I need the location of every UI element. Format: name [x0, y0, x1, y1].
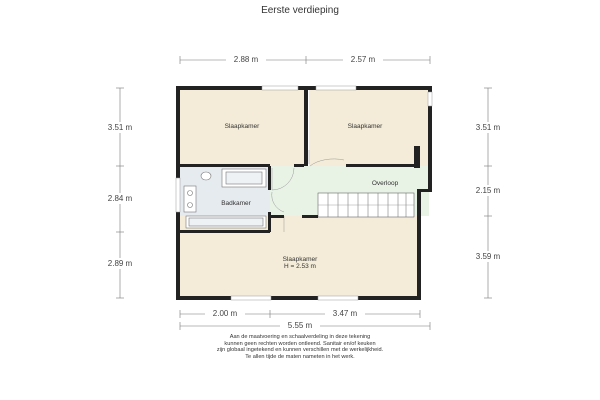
- floor-title: Eerste verdieping: [261, 5, 339, 16]
- label-slaapkamer-3: Slaapkamer: [282, 256, 318, 263]
- dim-left-top: 3.51 m: [107, 123, 133, 132]
- dim-top-left: 2.88 m: [233, 55, 259, 64]
- right-wall-detail: [414, 146, 420, 168]
- dim-bottom-total: 5.55 m: [287, 321, 313, 330]
- label-slaapkamer-3-height: H = 2.53 m: [284, 263, 316, 270]
- dim-top-right: 2.57 m: [350, 55, 376, 64]
- disclaimer-line: Aan de maatvoering en schaalverdeling in deze tekening: [229, 334, 371, 340]
- dim-right-mid: 2.15 m: [475, 186, 501, 195]
- dim-bottom-right: 3.47 m: [332, 309, 358, 318]
- label-overloop: Overloop: [371, 180, 399, 187]
- dim-right-bottom: 3.59 m: [475, 252, 501, 261]
- disclaimer: [150, 334, 450, 360]
- disclaimer-line: zijn globaal ingetekend en kunnen verschillen met de werkelijkheid.: [216, 347, 384, 354]
- dim-left-bottom: 2.89 m: [107, 259, 133, 268]
- label-slaapkamer-1: Slaapkamer: [224, 123, 260, 130]
- stairs: [318, 193, 414, 217]
- dim-bottom-left: 2.00 m: [212, 309, 238, 318]
- disclaimer-line: Te allen tijde de maten nameten in het werk.: [245, 353, 355, 360]
- label-badkamer: Badkamer: [221, 200, 251, 207]
- label-slaapkamer-2: Slaapkamer: [347, 123, 383, 130]
- dim-left-mid: 2.84 m: [107, 194, 133, 203]
- disclaimer-line: kunnen geen rechten worden ontleend. Sanitair en/of keuken: [224, 340, 376, 347]
- dim-right-top: 3.51 m: [475, 123, 501, 132]
